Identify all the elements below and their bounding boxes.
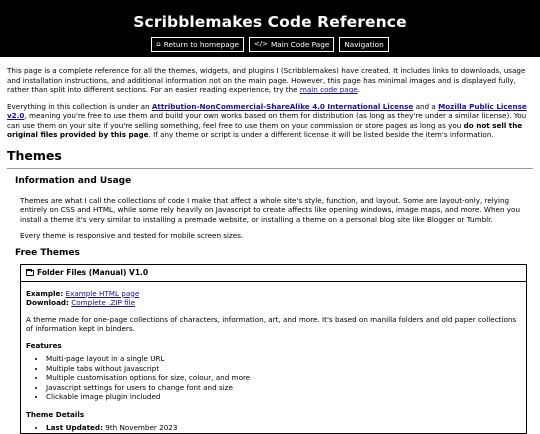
features-list (46, 354, 521, 402)
nav-code-button[interactable] (249, 37, 335, 52)
top-nav (0, 37, 540, 52)
folder-icon (26, 270, 34, 276)
features-heading: Features (26, 340, 62, 350)
last-updated-label: Last Updated: (46, 423, 103, 433)
intro-text-1: This page is a complete reference for all the themes, widgets, and plugins I (Scribblemakes) have created. It includes links to downloads, usage and installation instructions, and additional information not on the main page. However, this page has minimal images and is displayed fully, rather than split into different sections. For an easier reading experience, try the (7, 66, 526, 94)
download-label: Download: (26, 298, 69, 308)
intro (0, 57, 540, 140)
nav-code-label: Main Code Page (270, 39, 330, 49)
theme-links (26, 289, 521, 308)
license-text-c: , meaning you're free to use them and build your own works based on them for distribution (as long as they're under a similar license). You can use them on your site if you're selling something, feel free to use them on your commission or store pages as long as you (7, 111, 527, 130)
site-title: Scribblemakes Code Reference (133, 13, 407, 31)
license-text-a: Everything in this collection is under an (7, 101, 150, 111)
intro-paragraph-2 (7, 102, 533, 140)
themes-heading: Themes (7, 147, 62, 163)
section-divider (7, 168, 533, 169)
home-icon: ⌂ (156, 39, 161, 48)
license-warning: do not sell the original files provided by this page (7, 120, 523, 139)
main-code-page-link[interactable]: main code page (299, 85, 358, 94)
theme-name: Folder Files (Manual) V1.0 (37, 267, 149, 277)
example-label: Example: (26, 288, 64, 298)
intro-end-1: . (357, 85, 360, 94)
details-heading: Theme Details (26, 409, 85, 419)
details-list (46, 423, 521, 433)
nav-navigation-button[interactable] (339, 37, 388, 52)
feature-item: • Multiple customisation options for size, colour, and more (46, 373, 521, 383)
last-updated-value: 9th November 2023 (105, 423, 178, 433)
nav-navigation-label: Navigation (344, 39, 384, 49)
nav-home-label: Return to homepage (163, 39, 239, 49)
example-link[interactable]: Example HTML page (65, 288, 140, 298)
mpl-license-link[interactable]: Mozilla Public License v2.0 (7, 101, 527, 120)
theme-card-title (21, 265, 526, 282)
detail-item (46, 423, 521, 433)
download-link[interactable]: Complete .ZIP file (71, 298, 136, 308)
theme-card (20, 264, 527, 434)
theme-card-body (21, 282, 526, 433)
nav-home-button[interactable] (151, 37, 244, 52)
license-text-b: and a (415, 101, 436, 111)
code-icon: </> (253, 39, 268, 48)
info-usage-text (0, 188, 540, 241)
license-text-d: . If any theme or script is under a different license it will be listed beside the item's information. (148, 130, 494, 139)
site-header (0, 0, 540, 57)
feature-item: • Javascript settings for users to change font and size (46, 383, 521, 393)
info-paragraph-1: Themes are what I call the collections of code I make that affect a whole site's style, function, and layout. Some are layout-only, relying entirely on CSS and HTML, while some rely heavily on Javascript to create affects like opening windows, image maps, and more. When you install a theme it's very similar to installing a premade website, or installing a theme on a personal blog site like Blogger or Tumblr. (20, 195, 521, 224)
feature-item: • Clickable image plugin included (46, 392, 521, 402)
feature-item: • Multiple tabs without Javascript (46, 364, 521, 374)
intro-paragraph-1 (7, 66, 533, 95)
info-paragraph-2: Every theme is responsive and tested for mobile screen sizes. (20, 231, 244, 241)
info-usage-heading: Information and Usage (15, 176, 132, 186)
cc-license-link[interactable]: Attribution-NonCommercial-ShareAlike 4.0 International License (151, 101, 414, 111)
theme-description: A theme made for one-page collections of characters, information, art, and more. It's based on manilla folders and old paper collections of information kept in binders. (26, 314, 517, 334)
free-themes-heading: Free Themes (15, 247, 80, 258)
feature-item: • Multi-page layout in a single URL (46, 354, 521, 364)
